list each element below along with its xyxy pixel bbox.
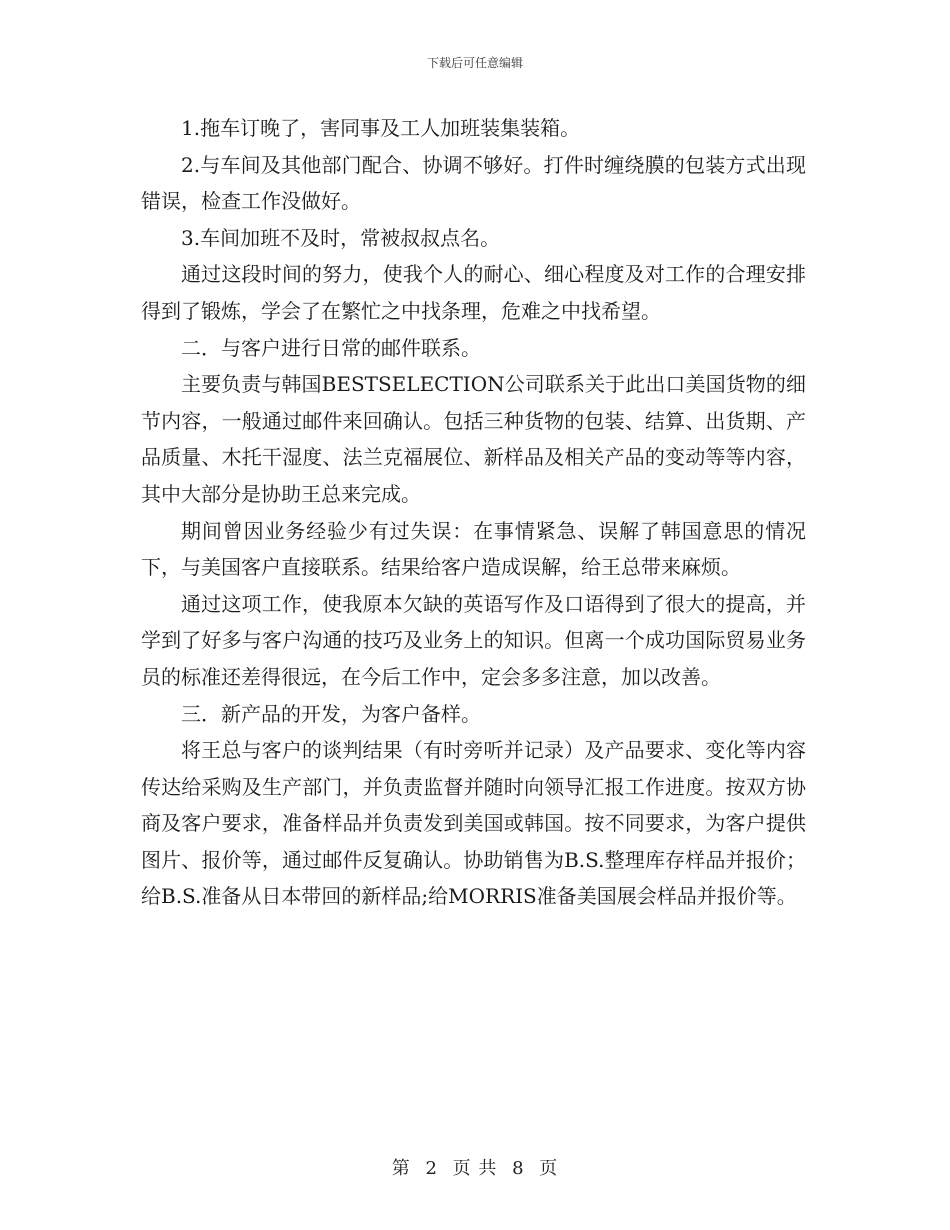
paragraph-8: 通过这项工作，使我原本欠缺的英语写作及口语得到了很大的提高，并学到了好多与客户沟通的技巧及业务上的知识。但离一个成功国际贸易业务员的标准还差得很远，在今后工作中，定会多多注意，加以改善。 (141, 591, 806, 689)
total-page-number: 8 (512, 1158, 525, 1179)
paragraph-6: 主要负责与韩国BESTSELECTION公司联系关于此出口美国货物的细节内容，一般通过邮件来回确认。包括三种货物的包装、结算、出货期、产品质量、木托干湿度、法兰克福展位、新样品及相关产品的变动等等内容，其中大部分是协助王总来完成。 (141, 372, 806, 506)
paragraph-2: 2.与车间及其他部门配合、协调不够好。打件时缠绕膜的包装方式出现错误，检查工作没做好。 (141, 152, 806, 214)
paragraph-1: 1.拖车订晚了，害同事及工人加班装集装箱。 (181, 116, 581, 140)
footer-middle: 页 共 (452, 1158, 498, 1179)
page-footer (0, 1154, 950, 1180)
section-heading-2: 二．与客户进行日常的邮件联系。 (181, 335, 481, 360)
footer-suffix: 页 (539, 1158, 559, 1179)
current-page-number: 2 (425, 1158, 438, 1179)
section-heading-3: 三．新产品的开发，为客户备样。 (181, 701, 481, 726)
paragraph-3: 3.车间加班不及时，常被叔叔点名。 (181, 225, 501, 250)
document-body (141, 110, 806, 915)
page-header: 下载后可任意编辑 (426, 56, 523, 70)
paragraph-7: 期间曾因业务经验少有过失误：在事情紧急、误解了韩国意思的情况下，与美国客户直接联系。结果给客户造成误解，给王总带来麻烦。 (141, 518, 806, 580)
paragraph-4: 通过这段时间的努力，使我个人的耐心、细心程度及对工作的合理安排得到了锻炼，学会了在繁忙之中找条理，危难之中找希望。 (141, 262, 806, 323)
paragraph-10: 将王总与客户的谈判结果（有时旁听并记录）及产品要求、变化等内容传达给采购及生产部门，并负责监督并随时向领导汇报工作进度。按双方协商及客户要求，准备样品并负责发到美国或韩国。按不同要求，为客户提供图片、报价等，通过邮件反复确认。协助销售为B.S.整理库存样品并报价；给B.S.准备从日本带回的新样品;给MORRIS准备美国展会样品并报价等。 (141, 738, 806, 909)
footer-prefix: 第 (391, 1158, 411, 1179)
